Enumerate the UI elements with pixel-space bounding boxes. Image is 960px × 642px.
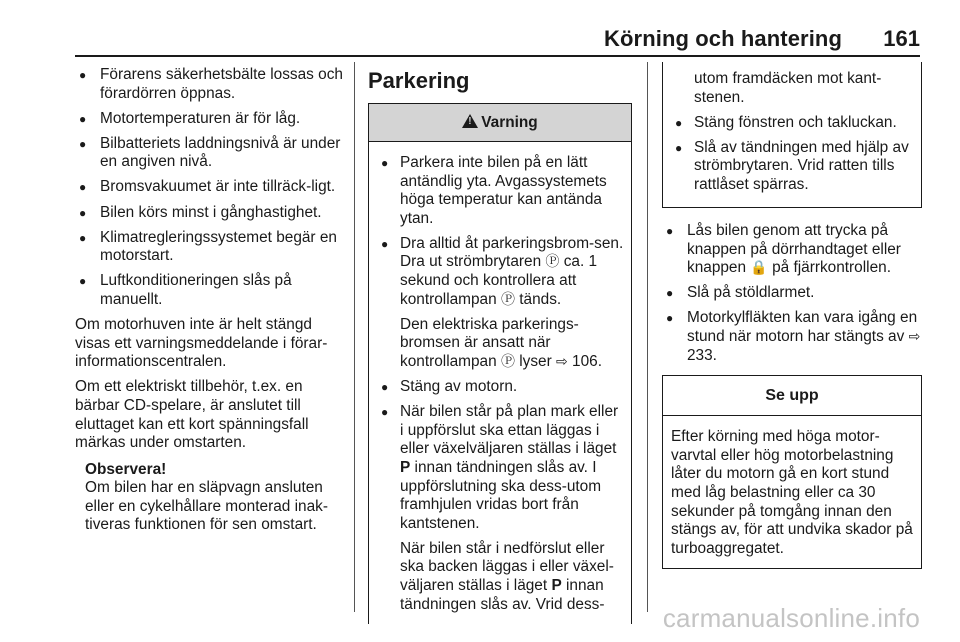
caution-text: Efter körning med höga motor-varvtal eller hög motorbelastning låter du motorn gå en kort stund med låg belastning eller ca 30 sekunder på tomgång innan den stängs av, för att undvika skador på turboaggregatet. (671, 428, 913, 557)
page-number: 161 (883, 26, 920, 51)
item-text: Lås bilen genom att trycka på knappen på dörrhandtaget eller knappen (687, 222, 901, 277)
list-item: ● Slå på stöldlarmet. (662, 284, 922, 303)
list-item: ● Stäng fönstren och takluckan. (671, 114, 915, 133)
list-item: ● Förarens säkerhetsbälte lossas och förardörren öppnas. (75, 66, 345, 103)
list-item: ● Bilbatteriets laddningsnivå är under en angiven nivå. (75, 135, 345, 172)
caution-box (662, 375, 922, 569)
chapter-title: Körning och hantering (604, 26, 842, 51)
list-item: ● Stäng av motorn. (377, 378, 625, 397)
gear-position: P (400, 458, 411, 476)
item-text: När bilen står i nedförslut eller ska backen läggas i eller växel-väljaren ställas i läget (400, 539, 614, 594)
column-divider (354, 62, 355, 612)
item-text: innan tändningen slås av. I uppförslutning ska dess-utom framhjulen vridas bort från kantstenen. (400, 458, 602, 532)
list-item (662, 309, 922, 365)
item-text: Den elektriska parkerings-bromsen är ansatt när kontrollampan (400, 315, 579, 370)
list-item (377, 403, 625, 533)
list-item: ● Bromsvakuumet är inte tillräck-ligt. (75, 178, 345, 197)
restart-conditions-list (75, 66, 345, 310)
parking-brake-icon: Ⓟ (500, 291, 515, 308)
item-text: tänds. (519, 290, 562, 308)
list-item: ● Klimatregleringssystemet begär en motorstart. (75, 229, 345, 266)
item-text: innan tändningen slås av. Vrid dess- (400, 576, 605, 613)
warning-body (663, 62, 921, 207)
page-reference: 106. (572, 352, 603, 370)
warning-list (377, 154, 625, 309)
warning-header (369, 104, 631, 142)
item-text: Motorkylfläkten kan vara igång en stund när motorn har stängts av (687, 309, 918, 346)
parking-brake-icon: Ⓟ (545, 254, 560, 271)
column-3 (662, 62, 922, 569)
header-rule (75, 55, 920, 57)
column-1 (75, 66, 345, 535)
parking-steps-list (662, 222, 922, 365)
reference-arrow-icon: ⇨ (908, 329, 921, 346)
watermark: carmanualsonline.info (662, 603, 920, 633)
list-item: ● Motortemperaturen är för låg. (75, 110, 345, 129)
list-item (662, 222, 922, 278)
item-text: ca. 1 sekund och kontrollera att kontrollampan (400, 253, 598, 308)
list-item: ● Luftkonditioneringen slås på manuellt. (75, 272, 345, 309)
warning-list (377, 378, 625, 533)
section-title: Parkering (368, 68, 470, 93)
paragraph: Om ett elektriskt tillbehör, t.ex. en bärbar CD-spelare, är anslutet till eluttaget kan ett kort spänningsfall märkas under omstarten. (75, 378, 309, 452)
note-title: Observera! (85, 460, 167, 478)
item-text: Dra alltid åt parkeringsbrom-sen. Dra ut strömbrytaren (400, 234, 624, 271)
parking-brake-icon: Ⓟ (500, 353, 515, 370)
warning-box-continued (662, 62, 922, 208)
list-item (377, 235, 625, 309)
warning-body (369, 142, 631, 624)
page-header (0, 0, 960, 56)
gear-position: P (551, 576, 562, 594)
list-item (377, 154, 625, 228)
warning-triangle-icon (462, 114, 478, 128)
column-divider (647, 62, 648, 612)
caution-header: Se upp (663, 376, 921, 416)
paragraph: Om motorhuven inte är helt stängd visas ett varningsmeddelande i förar-informationscentralen. (75, 316, 328, 371)
item-text: lyser (519, 352, 552, 370)
warning-box (368, 103, 632, 624)
list-item: ● Bilen körs minst i gånghastighet. (75, 204, 345, 223)
column-2 (368, 66, 632, 624)
sub-paragraph: utom framdäcken mot kant-stenen. (694, 70, 882, 106)
item-text: på fjärrkontrollen. (772, 259, 891, 277)
item-text: Parkera inte bilen på en lätt antändlig yta. Avgassystemets höga temperatur kan antända ytan. (400, 154, 607, 227)
sub-paragraph (400, 316, 625, 372)
caution-body (663, 416, 921, 568)
note-block (85, 461, 345, 535)
lock-icon: 🔒 (750, 260, 768, 277)
reference-arrow-icon: ⇨ (556, 353, 568, 370)
warning-title: Varning (481, 114, 538, 131)
warning-list (671, 114, 915, 195)
note-text: Om bilen har en släpvagn ansluten eller en cykelhållare monterad inak-tiveras funktionen för sen omstart. (85, 479, 328, 534)
item-text: När bilen står på plan mark eller i uppförslut ska ettan läggas i eller växelväljaren ställas i läget (400, 403, 619, 458)
page-reference: 233. (687, 346, 717, 364)
sub-paragraph (400, 540, 625, 614)
list-item: ● Slå av tändningen med hjälp av strömbrytaren. Vrid ratten tills rattlåset spärras. (671, 139, 915, 195)
